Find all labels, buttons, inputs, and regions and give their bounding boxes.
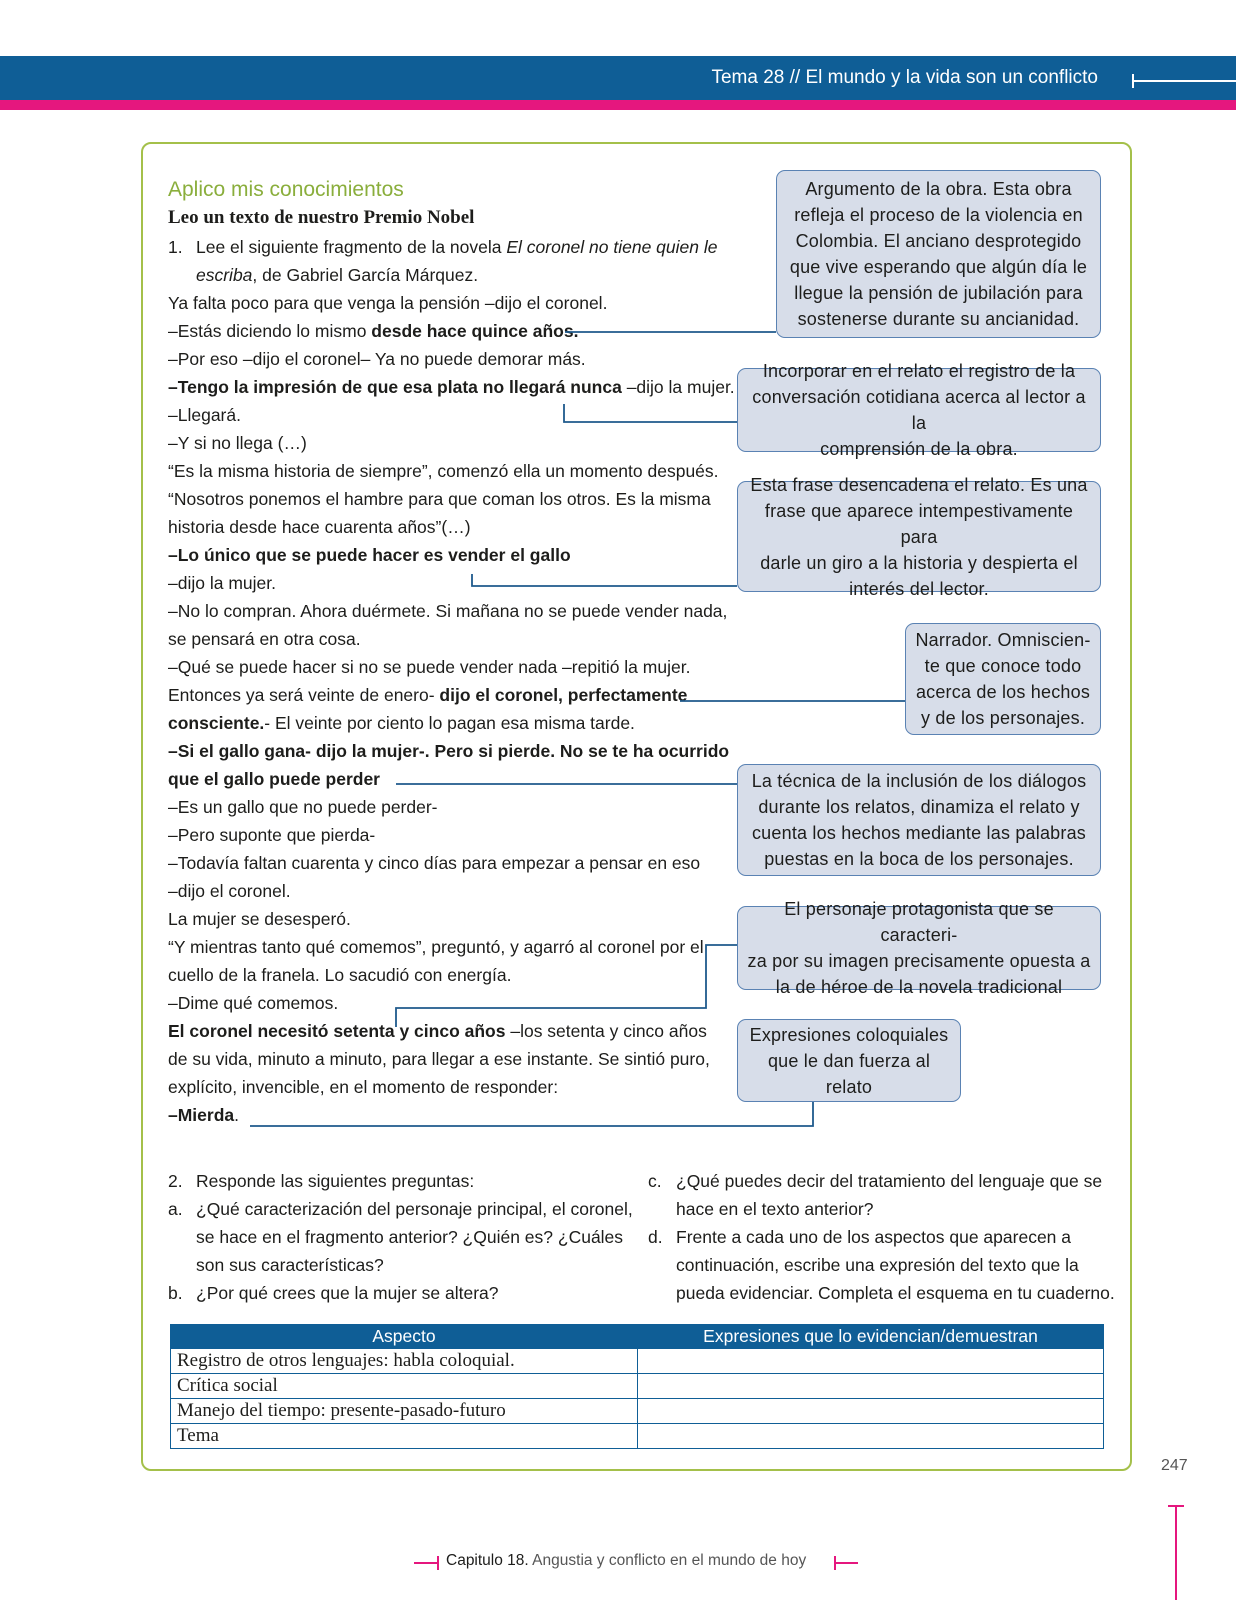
instruction-line-2: escriba, de Gabriel García Márquez. — [196, 265, 479, 285]
question-b-line: ¿Por qué crees que la mujer se altera? — [196, 1283, 499, 1303]
table-header-expressions: Expresiones que lo evidencian/demuestran — [638, 1325, 1104, 1349]
passage-line: “Y mientras tanto qué comemos”, preguntó, y agarró al coronel por el — [168, 937, 704, 957]
passage-line: “Es la misma historia de siempre”, comenzó ella un momento después. — [168, 461, 719, 481]
footer-rule-left — [414, 1562, 438, 1564]
callout-protagonist: El personaje protagonista que se caracteri- za por su imagen precisamente opuesta a la de héroe de la novela tradicional — [737, 906, 1101, 990]
header-rule — [1132, 80, 1236, 82]
passage-line: El coronel necesitó setenta y cinco años –los setenta y cinco años — [168, 1021, 707, 1041]
question-c-label: c. — [648, 1171, 662, 1191]
question-a-line: ¿Qué caracterización del personaje principal, el coronel, — [196, 1199, 633, 1219]
callout-narrator: Narrador. Omniscien- te que conoce todo acerca de los hechos y de los personajes. — [905, 623, 1101, 735]
section-subtitle: Leo un texto de nuestro Premio Nobel — [168, 207, 475, 228]
passage-line: se pensará en otra cosa. — [168, 629, 361, 649]
question-d-line: pueda evidenciar. Completa el esquema en tu cuaderno. — [676, 1283, 1115, 1303]
passage-line: consciente.- El veinte por ciento lo pagan esa misma tarde. — [168, 713, 635, 733]
callout-argument: Argumento de la obra. Esta obra refleja el proceso de la violencia en Colombia. El anciano desprotegido que vive esperando que algún día le llegue la pensión de jubilación para sostenerse durante su ancianidad. — [776, 170, 1101, 338]
question-c-line: ¿Qué puedes decir del tratamiento del lenguaje que se — [676, 1171, 1103, 1191]
passage-line: –Mierda. — [168, 1105, 240, 1125]
question-2-text: Responde las siguientes preguntas: — [196, 1171, 475, 1191]
passage-line: –Por eso –dijo el coronel– Ya no puede demorar más. — [168, 349, 586, 369]
table-cell-aspect: Crítica social — [171, 1374, 638, 1399]
instruction-line-1: Lee el siguiente fragmento de la novela El coronel no tiene quien le — [196, 237, 718, 257]
passage-line: –dijo la mujer. — [168, 573, 276, 593]
instruction-number: 1. — [168, 237, 183, 257]
footer-rule-right — [834, 1562, 858, 1564]
passage-line: cuello de la franela. Lo sacudió con energía. — [168, 965, 512, 985]
table-cell-aspect: Registro de otros lenguajes: habla coloquial. — [171, 1349, 638, 1374]
passage-line: explícito, invencible, en el momento de responder: — [168, 1077, 559, 1097]
table-header-row — [171, 1325, 1104, 1349]
passage-line: –Es un gallo que no puede perder- — [168, 797, 438, 817]
question-a-label: a. — [168, 1199, 183, 1219]
question-c-line: hace en el texto anterior? — [676, 1199, 874, 1219]
passage-line: –Estás diciendo lo mismo desde hace quince años. — [168, 321, 579, 341]
footer-chapter: Capitulo 18. Angustia y conflicto en el mundo de hoy — [446, 1552, 807, 1569]
header-accent-stripe — [0, 100, 1236, 110]
passage-line: –No lo compran. Ahora duérmete. Si mañana no se puede vender nada, — [168, 601, 728, 621]
margin-rule — [1175, 1505, 1177, 1600]
passage-line: –Llegará. — [168, 405, 241, 425]
question-d-line: continuación, escribe una expresión del texto que la — [676, 1255, 1079, 1275]
callout-colloquial-register: Incorporar en el relato el registro de la conversación cotidiana acerca al lector a la comprensión de la obra. — [737, 368, 1101, 452]
callout-trigger-phrase: Esta frase desencadena el relato. Es una frase que aparece intempestivamente para darle un giro a la historia y despierta el interés del lector. — [737, 481, 1101, 592]
table-cell-aspect: Manejo del tiempo: presente-pasado-futuro — [171, 1399, 638, 1424]
passage-line: Entonces ya será veinte de enero- dijo el coronel, perfectamente — [168, 685, 688, 705]
passage-line: La mujer se desesperó. — [168, 909, 351, 929]
header-tick — [1132, 74, 1134, 88]
table-cell-aspect: Tema — [171, 1424, 638, 1449]
passage-line: que el gallo puede perder — [168, 769, 380, 789]
footer-tick-left — [437, 1556, 439, 1570]
passage-line: Ya falta poco para que venga la pensión –dijo el coronel. — [168, 293, 608, 313]
passage-line: –Lo único que se puede hacer es vender el gallo — [168, 545, 571, 565]
table-header-aspect: Aspecto — [171, 1325, 638, 1349]
section-title: Aplico mis conocimientos — [168, 178, 404, 201]
passage-line: –Y si no llega (…) — [168, 433, 307, 453]
table-cell-expression[interactable] — [638, 1349, 1104, 1374]
page-number: 247 — [1161, 1457, 1188, 1474]
passage-line: –Qué se puede hacer si no se puede vender nada –repitió la mujer. — [168, 657, 691, 677]
passage-line: –dijo el coronel. — [168, 881, 291, 901]
question-a-line: se hace en el fragmento anterior? ¿Quién es? ¿Cuáles — [196, 1227, 624, 1247]
question-a-line: son sus características? — [196, 1255, 384, 1275]
passage-line: –Tengo la impresión de que esa plata no llegará nunca –dijo la mujer. — [168, 377, 735, 397]
table-row — [171, 1374, 1104, 1399]
aspects-table — [170, 1324, 1104, 1449]
passage-line: “Nosotros ponemos el hambre para que coman los otros. Es la misma — [168, 489, 711, 509]
table-cell-expression[interactable] — [638, 1424, 1104, 1449]
passage-line: –Si el gallo gana- dijo la mujer-. Pero si pierde. No se te ha ocurrido — [168, 741, 730, 761]
table-row — [171, 1349, 1104, 1374]
table-cell-expression[interactable] — [638, 1399, 1104, 1424]
callout-dialogue-technique: La técnica de la inclusión de los diálogos durante los relatos, dinamiza el relato y cuenta los hechos mediante las palabras puestas en la boca de los personajes. — [737, 764, 1101, 876]
table-row — [171, 1424, 1104, 1449]
passage-line: de su vida, minuto a minuto, para llegar a ese instante. Se sintió puro, — [168, 1049, 710, 1069]
passage-line: historia desde hace cuarenta años”(…) — [168, 517, 471, 537]
passage-line: –Pero suponte que pierda- — [168, 825, 376, 845]
table-row — [171, 1399, 1104, 1424]
question-d-line: Frente a cada uno de los aspectos que aparecen a — [676, 1227, 1071, 1247]
header-title: Tema 28 // El mundo y la vida son un conflicto — [711, 67, 1098, 88]
question-b-label: b. — [168, 1283, 183, 1303]
question-d-label: d. — [648, 1227, 663, 1247]
callout-colloquial-expressions: Expresiones coloquiales que le dan fuerza al relato — [737, 1019, 961, 1102]
question-2-number: 2. — [168, 1171, 183, 1191]
passage-line: –Dime qué comemos. — [168, 993, 339, 1013]
passage-line: –Todavía faltan cuarenta y cinco días para empezar a pensar en eso — [168, 853, 701, 873]
table-cell-expression[interactable] — [638, 1374, 1104, 1399]
